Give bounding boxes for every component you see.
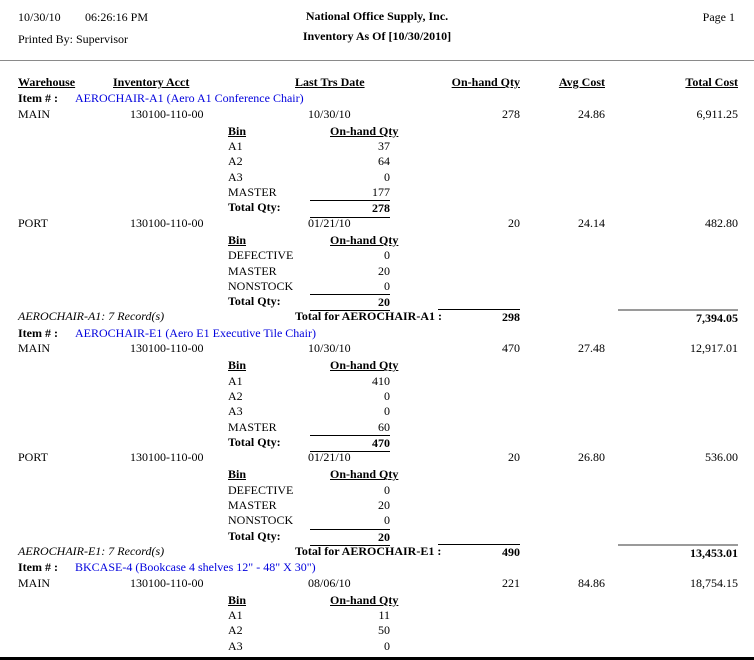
bin-row [228,404,738,419]
total-qty-value: 20 [310,294,390,311]
bin-header-row [228,358,738,373]
inventory-acct: 130100-110-00 [130,106,204,121]
on-hand-qty: 278 [502,106,520,121]
bin-header-row [228,593,738,608]
inventory-acct: 130100-110-00 [130,450,204,465]
bin-col-label: Bin [228,592,247,607]
bin-qty-col-label: On-hand Qty [330,467,399,482]
record-count-note: AEROCHAIR-E1: 7 Record(s) [18,543,165,558]
print-time: 06:26:16 PM [85,10,149,24]
total-cost: 12,917.01 [690,341,738,356]
bin-name: A1 [228,608,243,623]
col-on-hand-qty: On-hand Qty [451,75,520,89]
bin-name: A1 [228,373,243,388]
bin-row [228,374,738,389]
bin-qty: 0 [384,482,390,497]
bin-qty: 0 [384,638,390,653]
total-cost: 18,754.15 [690,575,738,590]
bin-name: NONSTOCK [228,513,294,528]
record-count-note: AEROCHAIR-A1: 7 Record(s) [18,309,165,324]
on-hand-qty: 20 [508,215,520,230]
bin-qty: 0 [384,248,390,263]
warehouse-row [18,341,738,356]
bin-row [228,420,738,435]
bin-row [228,608,738,623]
bin-subtable [228,467,738,543]
bin-name: MASTER [228,185,277,200]
total-qty-label: Total Qty: [228,434,281,449]
bin-qty: 11 [378,608,390,623]
printed-by: Printed By: Supervisor [18,32,128,46]
bin-subtable [228,358,738,450]
bin-qty: 0 [384,513,390,528]
bin-name: A2 [228,623,243,638]
bin-name: A1 [228,139,243,154]
bin-total-row [228,200,738,215]
bin-qty-col-label: On-hand Qty [330,232,399,247]
avg-cost: 26.80 [578,450,605,465]
avg-cost: 24.86 [578,106,605,121]
total-qty-value: 20 [310,529,390,546]
on-hand-qty: 221 [502,575,520,590]
bin-name: MASTER [228,419,277,434]
avg-cost: 24.14 [578,215,605,230]
warehouse-code: PORT [18,450,48,465]
warehouse-code: MAIN [18,575,50,590]
bin-name: MASTER [228,263,277,278]
on-hand-qty: 20 [508,450,520,465]
bin-subtable [228,233,738,309]
total-cost: 6,911.25 [696,106,738,121]
bin-header-row [228,233,738,248]
bin-col-label: Bin [228,232,247,247]
warehouse-code: PORT [18,215,48,230]
inventory-acct: 130100-110-00 [130,575,204,590]
bin-row [228,154,738,169]
bin-col-label: Bin [228,358,247,373]
item-total-label: Total for AEROCHAIR-A1 : [295,309,443,324]
item-header-row [18,91,738,106]
bin-name: A3 [228,638,243,653]
on-hand-qty: 470 [502,341,520,356]
bin-row [228,483,738,498]
bin-total-row [228,529,738,544]
bin-qty: 177 [372,185,390,200]
item-link[interactable]: AEROCHAIR-A1 (Aero A1 Conference Chair) [74,91,304,106]
bin-name: MASTER [228,498,277,513]
warehouse-row [18,450,738,465]
item-link[interactable]: BKCASE-4 (Bookcase 4 shelves 12" - 48" X 30") [74,560,316,575]
item-prefix-label: Item # : [18,91,58,106]
total-qty-value: 278 [310,200,390,217]
warehouse-row [18,107,738,122]
bin-qty: 0 [384,404,390,419]
bin-qty: 64 [378,154,390,169]
col-inventory-acct: Inventory Acct [113,75,190,89]
bin-row [228,639,738,654]
bin-header-row [228,467,738,482]
last-trs-date: 01/21/10 [308,215,351,230]
avg-cost: 27.48 [578,341,605,356]
bin-qty: 20 [378,263,390,278]
bin-qty: 0 [384,388,390,403]
col-last-trs-date: Last Trs Date [295,75,365,89]
avg-cost: 84.86 [578,575,605,590]
bin-qty: 20 [378,498,390,513]
bin-col-label: Bin [228,467,247,482]
bin-name: DEFECTIVE [228,248,294,263]
column-header-row [18,75,738,90]
bin-subtable [228,124,738,216]
item-prefix-label: Item # : [18,325,58,340]
bin-row [228,279,738,294]
last-trs-date: 10/30/10 [308,341,351,356]
bin-header-row [228,124,738,139]
bin-name: DEFECTIVE [228,482,294,497]
warehouse-code: MAIN [18,106,50,121]
item-summary-row [18,544,738,559]
bin-total-row [228,294,738,309]
col-warehouse: Warehouse [18,75,76,89]
bin-row [228,248,738,263]
item-total-qty: 490 [420,544,520,561]
item-total-cost: 13,453.01 [605,544,738,561]
bin-row [228,185,738,200]
bin-row [228,170,738,185]
print-date: 10/30/10 [18,10,61,24]
total-qty-label: Total Qty: [228,528,281,543]
bin-row [228,139,738,154]
col-total-cost: Total Cost [685,75,738,89]
company-name: National Office Supply, Inc. [305,9,449,23]
page-number: Page 1 [702,10,735,24]
bin-name: NONSTOCK [228,278,294,293]
bin-row [228,513,738,528]
bin-name: A3 [228,404,243,419]
item-summary-row [18,309,738,324]
bin-qty-col-label: On-hand Qty [330,592,399,607]
bin-row [228,389,738,404]
warehouse-row [18,576,738,591]
warehouse-row [18,216,738,231]
bin-qty: 410 [372,373,390,388]
bin-qty-col-label: On-hand Qty [330,358,399,373]
col-avg-cost: Avg Cost [558,75,605,89]
item-total-qty: 298 [420,309,520,326]
item-total-cost: 7,394.05 [605,309,738,326]
total-qty-label: Total Qty: [228,294,281,309]
bin-qty: 0 [384,278,390,293]
bin-qty: 50 [378,623,390,638]
bin-name: A3 [228,169,243,184]
bin-row [228,498,738,513]
bin-row [228,264,738,279]
bin-subtable [228,593,738,654]
item-header-row [18,326,738,341]
total-qty-label: Total Qty: [228,200,281,215]
last-trs-date: 10/30/10 [308,106,351,121]
warehouse-code: MAIN [18,341,50,356]
last-trs-date: 08/06/10 [308,575,351,590]
bin-qty-col-label: On-hand Qty [330,123,399,138]
bin-qty: 37 [378,139,390,154]
bin-qty: 60 [378,419,390,434]
bin-name: A2 [228,154,243,169]
item-prefix-label: Item # : [18,560,58,575]
report-title: Inventory As Of [10/30/2010] [302,29,452,43]
total-cost: 482.80 [705,215,738,230]
report-body [0,61,754,654]
item-header-row [18,560,738,575]
report-header [0,0,754,61]
inventory-acct: 130100-110-00 [130,341,204,356]
item-link[interactable]: AEROCHAIR-E1 (Aero E1 Executive Tile Chair) [74,325,316,340]
bin-row [228,623,738,638]
bin-col-label: Bin [228,123,247,138]
total-qty-value: 470 [310,435,390,452]
total-cost: 536.00 [705,450,738,465]
bin-name: A2 [228,388,243,403]
bin-qty: 0 [384,169,390,184]
inventory-acct: 130100-110-00 [130,215,204,230]
item-total-label: Total for AEROCHAIR-E1 : [295,543,442,558]
last-trs-date: 01/21/10 [308,450,351,465]
bin-total-row [228,435,738,450]
